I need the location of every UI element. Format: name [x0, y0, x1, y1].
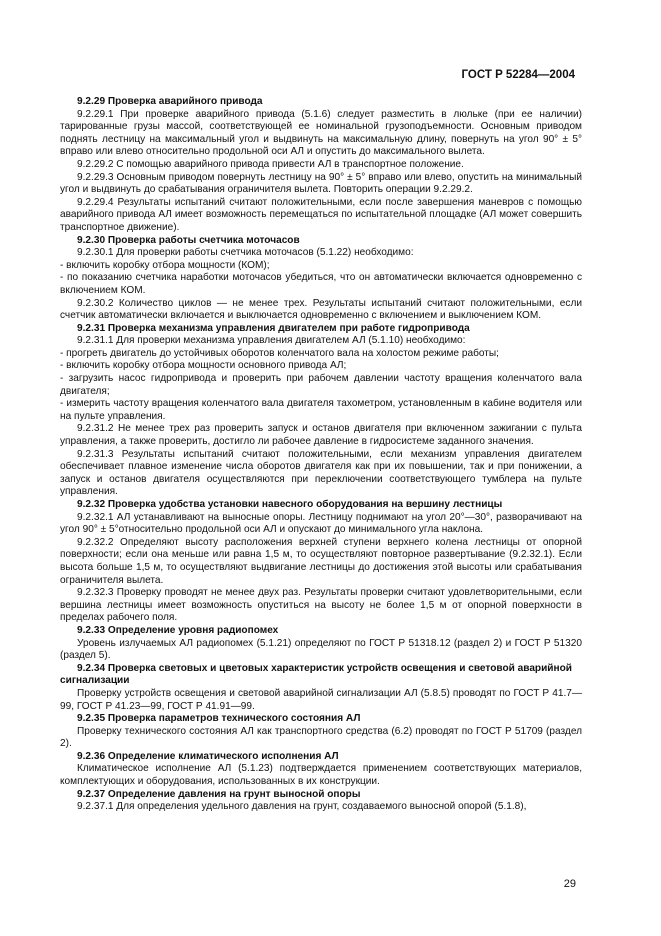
- section-heading: 9.2.29 Проверка аварийного привода: [77, 96, 263, 107]
- section-heading: 9.2.34 Проверка световых и цветовых характеристик устройств освещения и световой аварийной сигнализации: [60, 662, 572, 687]
- paragraph: - включить коробку отбора мощности (КОМ);: [60, 259, 270, 271]
- paragraph: 9.2.29.4 Результаты испытаний считают положительными, если после завершения маневров с помощью аварийного привода АЛ имеет возможность перемещаться по испытательной площадке (АЛ может совершить транспортное движение).: [60, 196, 582, 233]
- section-heading: 9.2.31 Проверка механизма управления двигателем при работе гидропривода: [77, 322, 470, 334]
- section-heading: 9.2.37 Определение давления на грунт выносной опоры: [77, 788, 361, 800]
- paragraph: Климатическое исполнение АЛ (5.1.23) подтверждается применением соответствующих материалов, комплектующих и оборудования, использованных в их конструкции.: [60, 763, 582, 788]
- paragraph: - по показанию счетчика наработки моточасов убедиться, что он автоматически включается одновременно с включением КОМ.: [60, 272, 582, 296]
- paragraph: - включить коробку отбора мощности основного привода АЛ;: [60, 360, 347, 372]
- paragraph: 9.2.31.3 Результаты испытаний считают положительными, если механизм управления двигателем обеспечивает плавное изменение числа оборотов двигателя как при их повышении, так и при понижении, а запуск и останов двигателя осуществляются при переключении соответствующего тумблера на пульте управления.: [60, 448, 582, 498]
- paragraph: 9.2.32.3 Проверку проводят не менее двух раз. Результаты проверки считают удовлетворительными, если вершина лестницы имеет возможность опуститься на высоту не более 1,5 м от опорной поверхности в пределах рабочего поля.: [60, 587, 582, 624]
- paragraph: 9.2.31.1 Для проверки механизма управления двигателем АЛ (5.1.10) необходимо:: [77, 335, 466, 347]
- paragraph: - измерить частоту вращения коленчатого вала двигателя тахометром, установленным в кабине водителя или на пульте управления.: [60, 398, 582, 422]
- document-header: ГОСТ Р 52284—2004: [461, 69, 575, 81]
- paragraph: 9.2.30.1 Для проверки работы счетчика моточасов (5.1.22) необходимо:: [77, 247, 414, 259]
- paragraph: 9.2.32.2 Определяют высоту расположения верхней ступени верхнего колена лестницы от опорной поверхности; если она меньше или равна 1,5 м, то осуществляют повторное развертывание (9.2.32.1). Если высота больше 1,5 м, то осуществляют выдвигание лестницы до достижения этой высоты или срабатывания ограничителя вылета.: [60, 536, 582, 586]
- paragraph: 9.2.30.2 Количество циклов — не менее трех. Результаты испытаний считают положительными, если счетчик автоматически включается и выключается одновременно с включением и выключением КОМ.: [60, 297, 582, 322]
- paragraph: 9.2.37.1 Для определения удельного давления на грунт, создаваемого выносной опорой (5.1.8),: [77, 801, 527, 813]
- paragraph: - загрузить насос гидропривода и проверить при рабочем давлении частоту вращения коленчатого вала двигателя;: [60, 373, 582, 397]
- section-heading: 9.2.32 Проверка удобства установки навесного оборудования на вершину лестницы: [77, 499, 503, 510]
- section-heading: 9.2.30 Проверка работы счетчика моточасов: [77, 234, 300, 246]
- page-number: 29: [563, 878, 576, 890]
- paragraph: Уровень излучаемых АЛ радиопомех (5.1.21) определяют по ГОСТ Р 51318.12 (раздел 2) и ГОСТ Р 51320 (раздел 5).: [60, 637, 582, 662]
- section-heading: 9.2.36 Определение климатического исполнения АЛ: [77, 750, 339, 762]
- paragraph: 9.2.31.2 Не менее трех раз проверить запуск и останов двигателя при включенном зажигании с пульта управления, а также проверить, достигло ли рабочее давление в гидросистеме заданного значения.: [60, 423, 582, 448]
- paragraph: Проверку устройств освещения и световой аварийной сигнализации АЛ (5.8.5) проводят по ГОСТ Р 41.7—99, ГОСТ Р 41.23—99, ГОСТ Р 41.91—99.: [60, 687, 582, 712]
- section-heading: 9.2.33 Определение уровня радиопомех: [77, 624, 279, 636]
- paragraph: Проверку технического состояния АЛ как транспортного средства (6.2) проводят по ГОСТ Р 51709 (раздел 2).: [60, 725, 582, 750]
- paragraph: 9.2.29.2 С помощью аварийного привода привести АЛ в транспортное положение.: [77, 158, 464, 170]
- paragraph: 9.2.29.3 Основным приводом повернуть лестницу на 90° ± 5° вправо или влево, опустить на минимальный угол и выдвинуть до срабатывания ограничителя вылета. Повторить операции 9.2.29.2.: [60, 171, 582, 196]
- paragraph: 9.2.32.1 АЛ устанавливают на выносные опоры. Лестницу поднимают на угол 20°—30°, разворачивают на угол 90° ± 5°относительно продольной оси АЛ и опускают до минимального угла наклона.: [60, 511, 582, 536]
- document-body: [60, 96, 582, 814]
- section-heading: 9.2.35 Проверка параметров технического состояния АЛ: [77, 713, 361, 725]
- paragraph: - прогреть двигатель до устойчивых оборотов коленчатого вала на холостом режиме работы;: [60, 347, 499, 359]
- paragraph: 9.2.29.1 При проверке аварийного привода (5.1.6) следует разместить в люльке (при ее наличии) тарированные грузы массой, соответствующей ее номинальной грузоподъемности. Основным приводом поднять лестницу на максимальный угол и выдвинуть на максимальную длину, повернуть на угол 90° ± 5° вправо или влево относительно продольной оси АЛ и опустить до максимального вылета.: [60, 108, 582, 158]
